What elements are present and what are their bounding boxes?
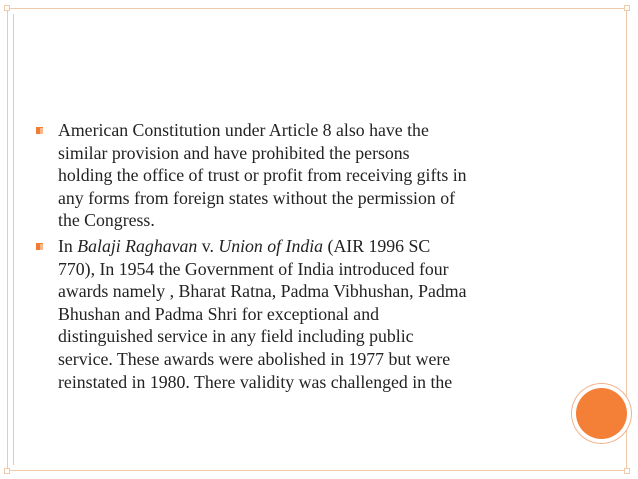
text-run: similar provision and have prohibited the persons xyxy=(58,142,410,163)
square-bullet-icon xyxy=(36,243,43,250)
bullet-item xyxy=(36,235,568,393)
text-line xyxy=(58,119,568,142)
bullet-item xyxy=(36,119,568,232)
frame-corner-top-left xyxy=(4,5,10,11)
text-line xyxy=(58,142,568,165)
text-line xyxy=(58,280,568,303)
text-line xyxy=(58,371,568,394)
text-line xyxy=(58,235,568,258)
frame-corner-bottom-left xyxy=(4,468,10,474)
text-run: American Constitution under Article 8 also have the xyxy=(58,120,429,140)
case-name-italic: Balaji Raghavan xyxy=(77,235,198,256)
text-run: distinguished service in any field including public xyxy=(58,326,414,347)
text-run: 770), In 1954 the Government of India introduced four xyxy=(58,258,449,279)
text-run: reinstated in 1980. There validity was challenged in the xyxy=(58,371,453,392)
text-line xyxy=(58,164,568,187)
orange-circle-decoration xyxy=(576,388,627,439)
text-run: holding the office of trust or profit from receiving gifts in xyxy=(58,165,467,186)
text-run: In xyxy=(58,235,78,256)
text-run: awards namely , Bharat Ratna, Padma Vibhushan, Padma xyxy=(58,281,467,302)
text-run: any forms from foreign states without the permission of xyxy=(58,187,456,208)
bullet-text xyxy=(58,235,568,393)
text-line xyxy=(58,303,568,326)
text-line xyxy=(58,209,568,232)
case-name-italic: Union of India xyxy=(218,235,324,256)
text-line xyxy=(58,187,568,210)
text-run: service. These awards were abolished in 1977 but were xyxy=(58,348,451,369)
square-bullet-icon xyxy=(36,127,43,134)
bullet-text xyxy=(58,119,568,232)
text-line xyxy=(58,325,568,348)
text-line xyxy=(58,348,568,371)
frame-corner-top-right xyxy=(624,5,630,11)
frame-corner-bottom-right xyxy=(624,468,630,474)
text-line xyxy=(58,258,568,281)
text-run: Bhushan and Padma Shri for exceptional and xyxy=(58,303,379,324)
text-run: the Congress. xyxy=(58,210,155,231)
text-run: (AIR 1996 SC xyxy=(323,235,431,256)
text-run: v. xyxy=(197,235,219,256)
slide-body xyxy=(36,119,568,396)
left-border-rule xyxy=(13,14,14,465)
